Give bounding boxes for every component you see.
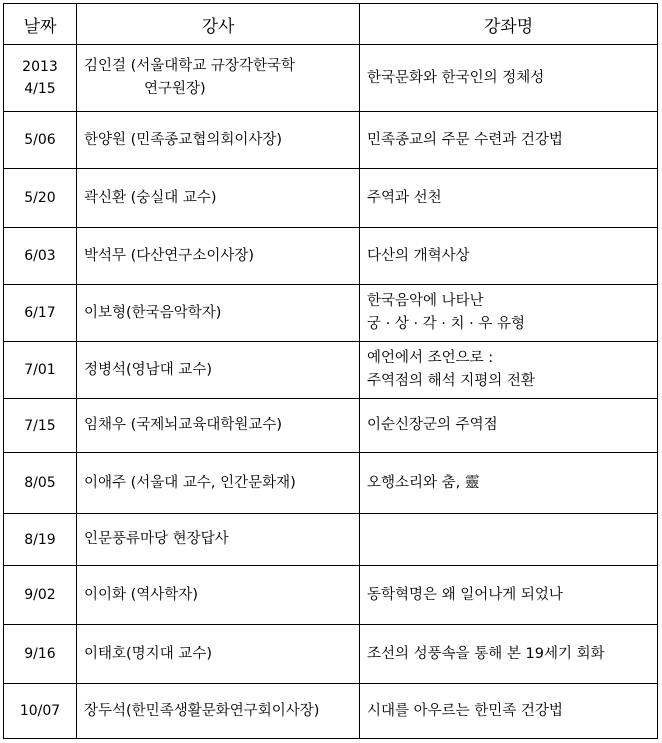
table-row — [4, 169, 658, 228]
date-cell-line: 7/15 — [24, 417, 56, 434]
lecturer-cell — [77, 399, 360, 453]
table-body — [4, 45, 658, 739]
course-cell-line: 한국문화와 한국인의 정체성 — [367, 69, 545, 86]
course-cell-line: 주역점의 해석 지평의 전환 — [367, 373, 535, 389]
table-row — [4, 684, 658, 739]
lecturer-cell-line: 이태호(명지대 교수) — [84, 645, 212, 662]
header-course: 강좌명 — [360, 4, 658, 45]
course-cell — [360, 566, 658, 625]
lecturer-cell — [77, 45, 360, 112]
header-lecturer: 강사 — [77, 4, 360, 45]
lecturer-cell — [77, 453, 360, 514]
course-cell — [360, 684, 658, 739]
lecturer-cell-line: 임채우 (국제뇌교육대학원교수) — [84, 417, 283, 433]
header-date: 날짜 — [4, 4, 77, 45]
course-cell — [360, 285, 658, 342]
course-cell-line: 시대를 아우르는 한민족 건강법 — [367, 702, 563, 719]
lecturer-cell-line: 한양원 (민족종교협의회이사장) — [84, 131, 283, 148]
table-row — [4, 45, 658, 112]
date-cell — [4, 625, 77, 684]
date-cell — [4, 399, 77, 453]
course-cell — [360, 228, 658, 285]
date-cell — [4, 112, 77, 169]
date-cell-line: 8/19 — [24, 531, 56, 548]
lecturer-cell — [77, 566, 360, 625]
table-row — [4, 625, 658, 684]
course-cell — [360, 453, 658, 514]
table-row — [4, 566, 658, 625]
date-cell — [4, 228, 77, 285]
course-cell — [360, 169, 658, 228]
course-cell — [360, 342, 658, 399]
date-cell — [4, 285, 77, 342]
date-cell — [4, 169, 77, 228]
table-header — [4, 4, 658, 45]
course-cell-line: 궁 · 상 · 각 · 치 · 우 유형 — [367, 316, 525, 332]
lecture-schedule-table — [3, 3, 658, 739]
date-cell-line: 6/03 — [24, 248, 56, 264]
date-cell-line: 9/16 — [24, 646, 56, 662]
course-cell — [360, 399, 658, 453]
lecturer-cell — [77, 112, 360, 169]
lecturer-cell — [77, 342, 360, 399]
course-cell-line: 민족종교의 주문 수련과 건강법 — [367, 131, 563, 148]
table-row — [4, 514, 658, 566]
date-cell — [4, 342, 77, 399]
lecturer-cell — [77, 228, 360, 285]
date-cell — [4, 684, 77, 739]
course-cell — [360, 45, 658, 112]
date-cell-line: 7/01 — [24, 362, 56, 378]
date-cell-line: 4/15 — [24, 81, 56, 97]
date-cell-line: 2013 — [22, 59, 58, 75]
lecturer-cell-line: 연구원장) — [144, 81, 206, 97]
date-cell-line: 8/05 — [24, 475, 56, 491]
course-cell-line: 다산의 개혁사상 — [367, 247, 470, 264]
table-row — [4, 342, 658, 399]
course-cell-line: 동학혁명은 왜 일어나게 되었나 — [367, 586, 563, 603]
date-cell-line: 9/02 — [24, 587, 56, 603]
date-cell-line: 10/07 — [19, 703, 61, 719]
date-cell-line: 6/17 — [24, 305, 56, 321]
lecturer-cell-line: 김인걸 (서울대학교 규장각한국학 — [84, 58, 295, 74]
date-cell — [4, 45, 77, 112]
date-cell — [4, 453, 77, 514]
course-cell — [360, 514, 658, 566]
lecturer-cell-line: 곽신환 (숭실대 교수) — [84, 189, 217, 206]
date-cell-line: 5/06 — [24, 132, 56, 148]
course-cell-line: 예언에서 조언으로 : — [367, 350, 494, 366]
date-cell — [4, 514, 77, 566]
lecturer-cell — [77, 285, 360, 342]
course-cell-line: 조선의 성풍속을 통해 본 19세기 회화 — [367, 645, 605, 662]
date-cell-line: 5/20 — [24, 190, 56, 206]
table-row — [4, 228, 658, 285]
table-row — [4, 285, 658, 342]
course-cell-line: 주역과 선천 — [367, 189, 442, 206]
table-row — [4, 112, 658, 169]
lecturer-cell — [77, 169, 360, 228]
lecturer-cell-line: 정병석(영남대 교수) — [84, 361, 212, 378]
header-row — [4, 4, 658, 45]
table-row — [4, 453, 658, 514]
course-cell — [360, 625, 658, 684]
lecturer-cell — [77, 625, 360, 684]
table-row — [4, 399, 658, 453]
date-cell — [4, 566, 77, 625]
lecturer-cell — [77, 514, 360, 566]
course-cell-line: 오행소리와 춤, 靈 — [367, 474, 480, 491]
lecturer-cell-line: 장두석(한민족생활문화연구회이사장) — [84, 702, 320, 719]
course-cell-line: 한국음악에 나타난 — [367, 293, 484, 309]
lecturer-cell-line: 인문풍류마당 현장답사 — [84, 531, 229, 547]
lecturer-cell-line: 이보형(한국음악학자) — [84, 304, 222, 321]
course-cell-line: 이순신장군의 주역점 — [367, 417, 498, 433]
lecturer-cell — [77, 684, 360, 739]
lecturer-cell-line: 이이화 (역사학자) — [84, 586, 198, 603]
lecturer-cell-line: 박석무 (다산연구소이사장) — [84, 247, 254, 264]
course-cell — [360, 112, 658, 169]
lecturer-cell-line: 이애주 (서울대 교수, 인간문화재) — [84, 474, 296, 491]
